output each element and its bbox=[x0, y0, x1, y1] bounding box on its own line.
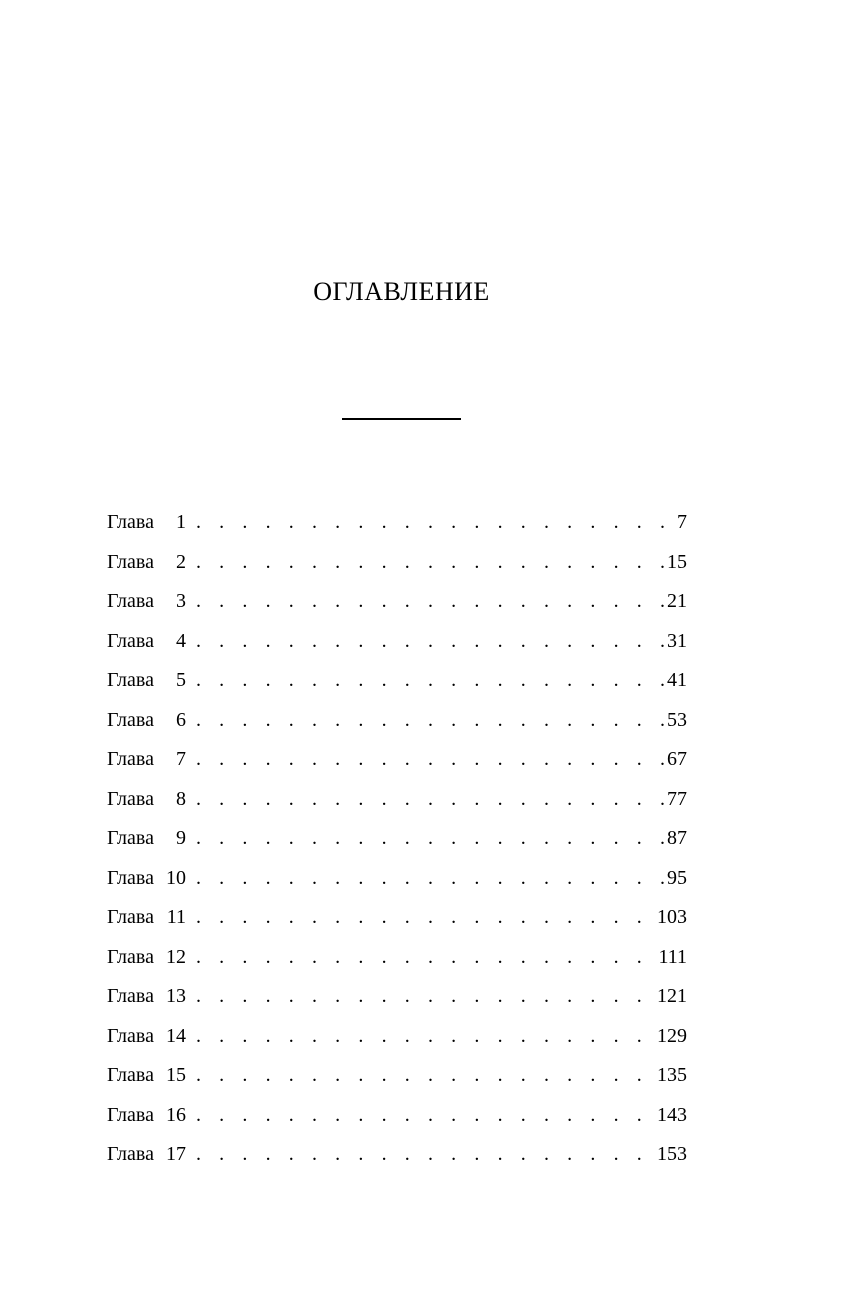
toc-chapter-label bbox=[107, 1022, 186, 1050]
toc-chapter-word: Глава bbox=[107, 748, 154, 770]
toc-page-number: 7 bbox=[677, 511, 687, 533]
toc-chapter-label bbox=[107, 627, 186, 655]
toc-chapter-word: Глава bbox=[107, 1064, 154, 1086]
toc-dot-leader bbox=[196, 982, 655, 1010]
toc-dot-leader bbox=[196, 1022, 655, 1050]
toc-chapter-number: 6 bbox=[175, 708, 186, 731]
toc-chapter-label bbox=[107, 587, 186, 615]
toc-chapter-label bbox=[107, 785, 186, 813]
toc-row bbox=[107, 1140, 687, 1180]
toc-chapter-number: 17 bbox=[165, 1143, 186, 1165]
toc-page-number: 15 bbox=[667, 550, 687, 573]
toc-chapter-label bbox=[107, 666, 186, 694]
toc-chapter-label bbox=[107, 943, 186, 971]
toc-row bbox=[107, 903, 687, 943]
toc-dot-leader bbox=[196, 587, 665, 615]
toc-chapter-word: Глава bbox=[107, 550, 154, 573]
toc-chapter-number: 11 bbox=[166, 906, 186, 928]
toc-chapter-word: Глава bbox=[107, 787, 154, 810]
toc-dot-leader bbox=[196, 706, 665, 734]
toc-page-number: 41 bbox=[667, 669, 687, 691]
toc-chapter-label bbox=[107, 1140, 186, 1168]
toc-dot-leader bbox=[196, 666, 665, 694]
toc-chapter-number: 13 bbox=[165, 985, 186, 1007]
toc-page-number: 87 bbox=[667, 827, 687, 849]
toc-dot-leader bbox=[196, 864, 665, 892]
toc-chapter-word: Глава bbox=[107, 1143, 154, 1165]
toc-chapter-number: 8 bbox=[175, 787, 186, 810]
toc-dot-leader bbox=[196, 1061, 655, 1089]
toc-chapter-word: Глава bbox=[107, 708, 154, 731]
toc-chapter-label bbox=[107, 508, 186, 536]
toc-chapter-number: 12 bbox=[165, 945, 186, 968]
toc-row bbox=[107, 548, 687, 588]
toc-chapter-label bbox=[107, 548, 186, 576]
toc-page-number: 111 bbox=[658, 945, 687, 968]
toc-chapter-number: 9 bbox=[175, 827, 186, 849]
toc-chapter-label bbox=[107, 864, 186, 892]
toc-chapter-number: 4 bbox=[175, 629, 186, 652]
toc-page-number: 53 bbox=[667, 708, 687, 731]
toc-chapter-word: Глава bbox=[107, 866, 154, 889]
toc-chapter-label bbox=[107, 745, 186, 773]
toc-dot-leader bbox=[196, 627, 665, 655]
toc-row bbox=[107, 982, 687, 1022]
page-title: ОГЛАВЛЕНИЕ bbox=[313, 277, 490, 306]
toc-chapter-word: Глава bbox=[107, 669, 154, 691]
toc-dot-leader bbox=[196, 785, 665, 813]
toc-chapter-number: 7 bbox=[175, 748, 186, 770]
toc-row bbox=[107, 627, 687, 667]
toc-dot-leader bbox=[196, 1101, 655, 1129]
toc-row bbox=[107, 508, 687, 548]
toc-chapter-word: Глава bbox=[107, 629, 154, 652]
toc-chapter-label bbox=[107, 706, 186, 734]
toc-row bbox=[107, 824, 687, 864]
toc-row bbox=[107, 666, 687, 706]
toc-page-number: 95 bbox=[667, 866, 687, 889]
toc-page-number: 121 bbox=[657, 985, 687, 1007]
toc-row bbox=[107, 587, 687, 627]
toc-chapter-word: Глава bbox=[107, 511, 154, 533]
toc-chapter-label bbox=[107, 824, 186, 852]
toc-dot-leader bbox=[196, 943, 657, 971]
title-rule bbox=[342, 418, 461, 420]
toc-dot-leader bbox=[196, 1140, 655, 1168]
toc-row bbox=[107, 745, 687, 785]
toc-chapter-word: Глава bbox=[107, 590, 154, 612]
toc-dot-leader bbox=[196, 745, 665, 773]
toc-chapter-number: 15 bbox=[165, 1064, 186, 1086]
toc-dot-leader bbox=[196, 903, 655, 931]
toc-dot-leader bbox=[196, 548, 665, 576]
toc-chapter-number: 3 bbox=[175, 590, 186, 612]
toc-row bbox=[107, 706, 687, 746]
toc-row bbox=[107, 864, 687, 904]
toc-chapter-label bbox=[107, 982, 186, 1010]
toc-dot-leader bbox=[196, 508, 675, 536]
toc-chapter-number: 1 bbox=[175, 511, 186, 533]
toc-row bbox=[107, 943, 687, 983]
toc-chapter-word: Глава bbox=[107, 1103, 154, 1126]
toc-chapter-number: 14 bbox=[165, 1024, 186, 1047]
toc-chapter-label bbox=[107, 1061, 186, 1089]
toc-chapter-number: 16 bbox=[165, 1103, 186, 1126]
toc-chapter-word: Глава bbox=[107, 945, 154, 968]
toc-chapter-number: 2 bbox=[175, 550, 186, 573]
toc-page-number: 129 bbox=[657, 1024, 687, 1047]
toc-page-number: 153 bbox=[657, 1143, 687, 1165]
toc-chapter-word: Глава bbox=[107, 827, 154, 849]
toc-chapter-number: 10 bbox=[165, 866, 186, 889]
toc-chapter-word: Глава bbox=[107, 1024, 154, 1047]
table-of-contents bbox=[107, 508, 687, 1180]
toc-chapter-word: Глава bbox=[107, 906, 154, 928]
toc-page-number: 103 bbox=[657, 906, 687, 928]
toc-row bbox=[107, 1101, 687, 1141]
toc-row bbox=[107, 785, 687, 825]
toc-page-number: 67 bbox=[667, 748, 687, 770]
toc-chapter-number: 5 bbox=[175, 669, 186, 691]
toc-row bbox=[107, 1061, 687, 1101]
toc-chapter-label bbox=[107, 1101, 186, 1129]
toc-page-number: 31 bbox=[667, 629, 687, 652]
toc-row bbox=[107, 1022, 687, 1062]
toc-page-number: 21 bbox=[667, 590, 687, 612]
toc-chapter-word: Глава bbox=[107, 985, 154, 1007]
toc-dot-leader bbox=[196, 824, 665, 852]
toc-page-number: 77 bbox=[667, 787, 687, 810]
toc-page-number: 143 bbox=[657, 1103, 687, 1126]
toc-page-number: 135 bbox=[657, 1064, 687, 1086]
toc-chapter-label bbox=[107, 903, 186, 931]
